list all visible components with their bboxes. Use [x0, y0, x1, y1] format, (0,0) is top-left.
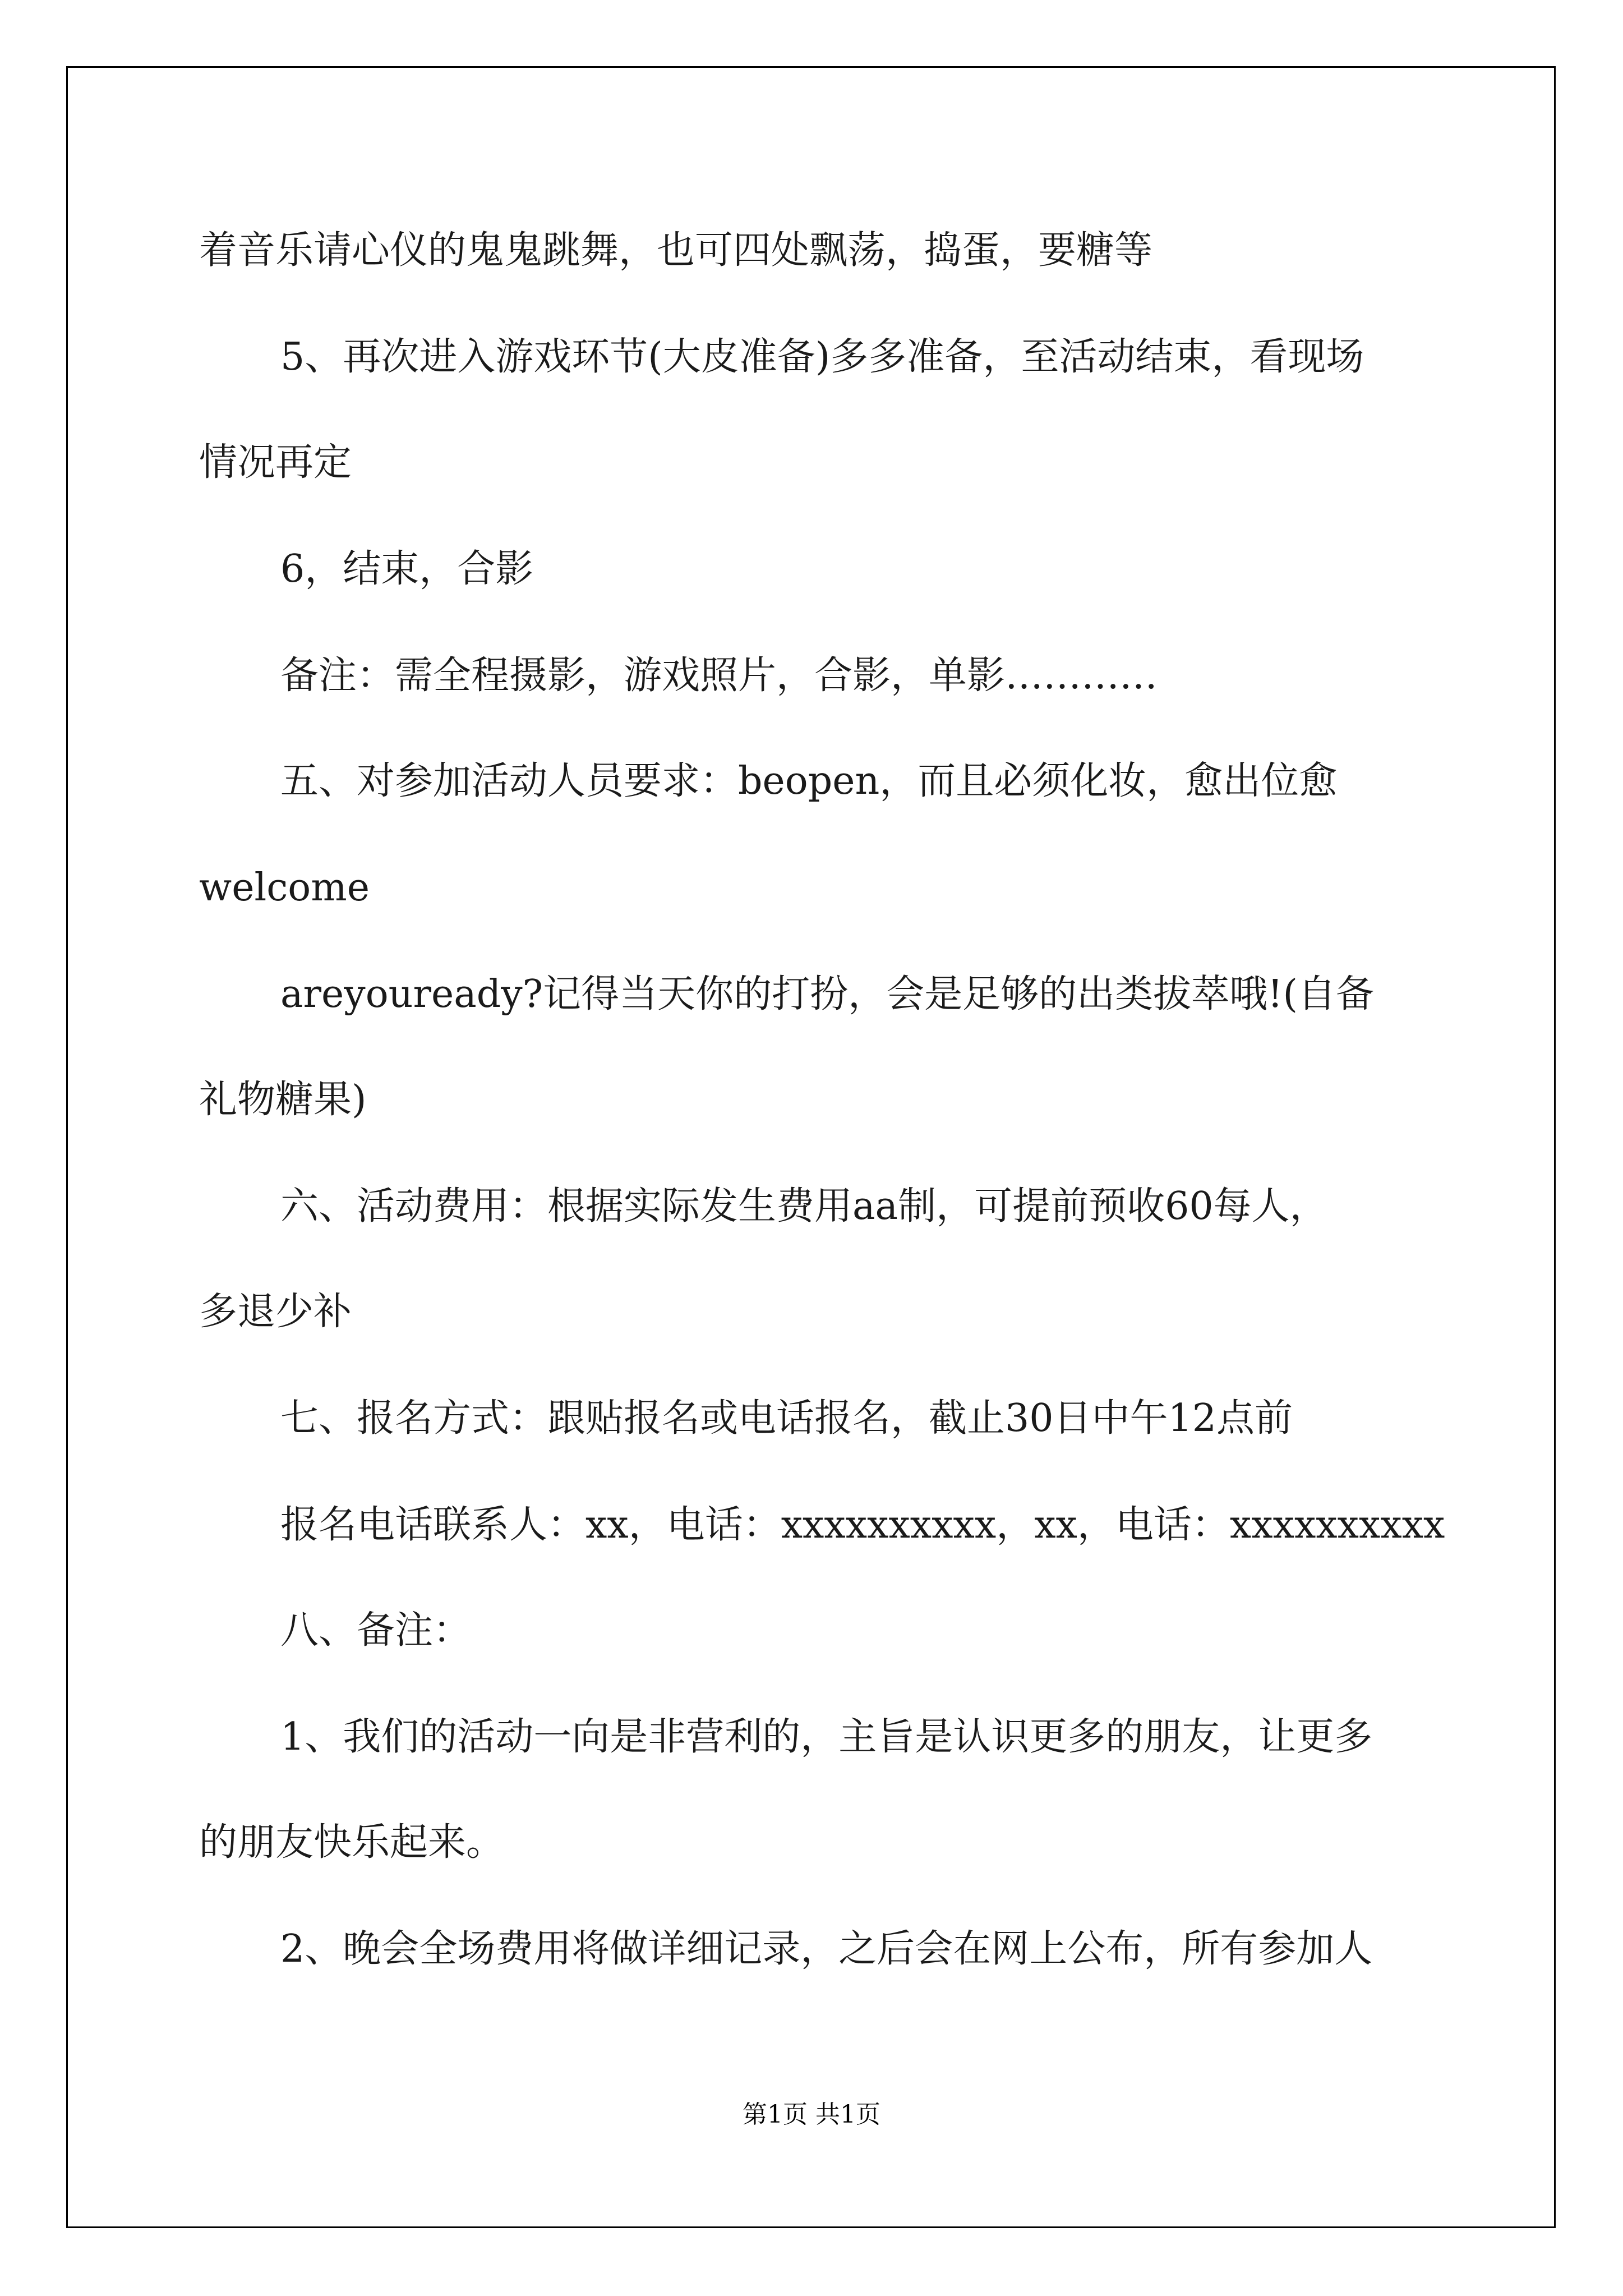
text-line: 八、备注：: [280, 1608, 472, 1653]
text-line: 六、活动费用：根据实际发生费用aa制，可提前预收60每人，: [280, 1184, 1328, 1228]
page-border: [66, 66, 1556, 2228]
text-line: 5、再次进入游戏环节(大皮准备)多多准备，至活动结束，看现场: [280, 335, 1364, 379]
text-line: 五、对参加活动人员要求：beopen，而且必须化妆，愈出位愈: [280, 759, 1338, 803]
text-line: 多退少补: [199, 1290, 352, 1334]
text-line: 备注：需全程摄影，游戏照片，合影，单影…………: [280, 654, 1158, 698]
text-line: 2、晚会全场费用将做详细记录，之后会在网上公布，所有参加人: [280, 1927, 1373, 1971]
text-line: 6，结束，合影: [280, 547, 534, 591]
text-line: 报名电话联系人：xx，电话：xxxxxxxxxx，xx，电话：xxxxxxxxxx: [280, 1503, 1445, 1547]
page-footer: 第1页 共1页: [743, 2100, 880, 2129]
text-line: 着音乐请心仪的鬼鬼跳舞，也可四处飘荡，捣蛋，要糖等: [199, 228, 1153, 273]
text-line: 情况再定: [199, 440, 352, 485]
text-line: 1、我们的活动一向是非营利的，主旨是认识更多的朋友，让更多: [280, 1715, 1373, 1759]
text-line: welcome: [199, 866, 370, 910]
text-line: 七、报名方式：跟贴报名或电话报名，截止30日中午12点前: [280, 1396, 1293, 1441]
text-line: 礼物糖果): [199, 1078, 367, 1122]
text-line: areyouready?记得当天你的打扮，会是足够的出类拔萃哦!(自备: [280, 972, 1374, 1016]
text-line: 的朋友快乐起来。: [199, 1820, 505, 1865]
